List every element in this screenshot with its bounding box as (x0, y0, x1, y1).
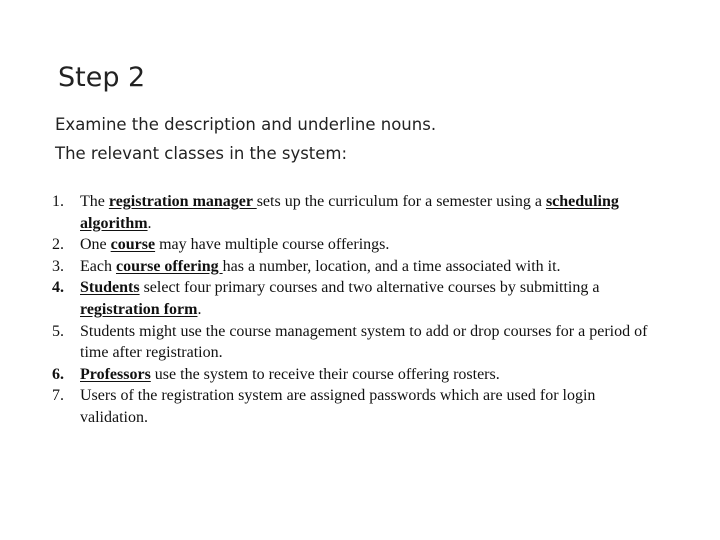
item-text: Users of the registration system are assigned passwords which are used for login validation. (80, 387, 596, 426)
item-text: . (197, 300, 202, 318)
item-text: select four primary courses and two alternative courses by submitting a (139, 279, 600, 297)
list-item (20, 234, 660, 256)
list-item (20, 277, 660, 320)
list-item (20, 191, 660, 234)
underlined-noun: registration form (80, 300, 198, 318)
item-text: One (80, 236, 111, 254)
intro-line: Examine the description and underline nouns. (55, 115, 437, 134)
list-item-number: 3. (52, 257, 64, 275)
list-item (20, 321, 660, 364)
requirements-list (20, 191, 660, 429)
underlined-noun: registration manager (108, 193, 257, 210)
intro-text (55, 110, 436, 168)
list-item-number: 5. (52, 322, 64, 340)
list-item-number: 1. (52, 193, 64, 210)
underlined-noun: Students (80, 279, 140, 297)
item-text: has a number, location, and a time associated with it. (222, 257, 561, 275)
item-text: Students might use the course management system to add or drop courses for a period of time after registration. (80, 322, 648, 362)
list-item-number: 6. (52, 365, 64, 383)
underlined-noun: scheduling algorithm (80, 193, 619, 232)
list-item-number: 7. (52, 387, 64, 405)
list-item-number: 2. (52, 236, 64, 254)
item-text: . (147, 214, 152, 232)
slide-title: Step 2 (58, 62, 146, 93)
list-item-number: 4. (52, 279, 64, 297)
underlined-noun: course (110, 236, 156, 254)
item-text: use the system to receive their course offering rosters. (150, 365, 500, 383)
list-item (20, 256, 660, 278)
list-item (20, 364, 660, 386)
underlined-noun: Professors (80, 365, 151, 383)
list-item (20, 385, 660, 428)
item-text: sets up the curriculum for a semester using a (256, 193, 546, 210)
item-text: may have multiple course offerings. (155, 236, 390, 254)
intro-line: The relevant classes in the system: (55, 144, 348, 163)
item-text: Each (80, 257, 116, 275)
underlined-noun: course offering (115, 257, 223, 275)
item-text: The (80, 193, 109, 210)
